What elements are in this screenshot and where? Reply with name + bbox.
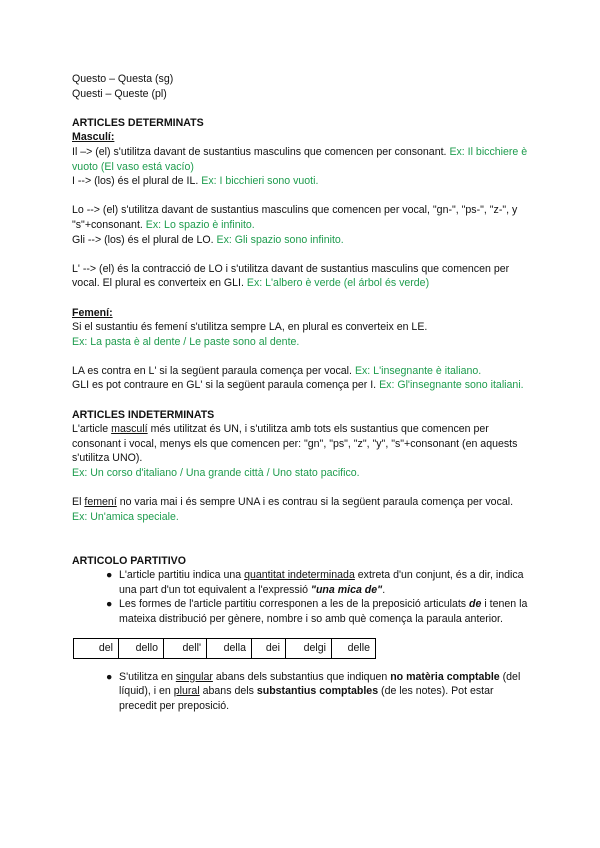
l-paragraph: L' --> (el) és la contracció de LO i s'utilitza davant de sustantius masculins que comencen per vocal. El plural es converteix en GLI. Ex: L'albero è verde (el árbol és verde) [72,262,510,290]
partitive-forms-table [73,638,376,659]
gli-contraction-example: Ex: Gl'insegnante sono italiani. [379,379,524,392]
document-page [72,72,534,713]
gli-contraction-paragraph: GLI es pot contraure en GL' si la següent paraula comença per I. Ex: Gl'insegnante sono italiani. [72,379,524,392]
table-cell: dei [252,638,286,658]
i-example: Ex: I bicchieri sono vuoti. [201,175,319,188]
lo-paragraph: Lo --> (el) s'utilitza davant de sustantius masculins que comencen per vocal, "gn-", "ps-", "z-", y "s"+consonant. Ex: Lo spazio è infinito. [72,204,518,231]
femeni-label: Femení: [72,306,113,319]
partitivo-heading: ARTICOLO PARTITIVO [72,554,186,567]
indeterminats-femeni-example: Ex: Un'amica speciale. [72,510,179,523]
indeterminats-masculi-example: Ex: Un corso d'italiano / Una grande città / Uno stato pacifico. [72,467,360,480]
determinats-heading: ARTICLES DETERMINATS [72,116,204,129]
il-paragraph: Il –> (el) s'utilitza davant de sustantius masculins que comencen per consonant. Ex: Il bicchiere è vuoto (El vaso está vacío) [72,145,528,173]
gli-example: Ex: Gli spazio sono infinito. [216,233,344,246]
la-paragraph: Si el sustantiu és femení s'utilitza sempre LA, en plural es converteix en LE. [72,321,428,334]
gli-paragraph: Gli --> (los) és el plural de LO. Ex: Gli spazio sono infinito. [72,233,344,246]
list-item: ● S'utilitza en singular abans dels substantius que indiquen no matèria comptable (del líquid), i en plural abans dels substantius comptables (de les notes). Pot estar precedit per preposició. [106,670,521,712]
table-cell: della [207,638,252,658]
indeterminats-heading: ARTICLES INDETERMINATS [72,408,215,421]
table-cell: dell' [164,638,207,658]
l-example: Ex: L'albero è verde (el árbol és verde) [246,277,430,290]
bullet-icon: ● [106,569,113,582]
lo-example: Ex: Lo spazio è infinito. [145,218,255,231]
i-paragraph: I --> (los) és el plural de IL. Ex: I bicchieri sono vuoti. [72,175,319,188]
la-contraction-example: Ex: L'insegnante è italiano. [354,364,482,377]
table-cell: delgi [286,638,332,658]
list-item: ● L'article partitiu indica una quantitat indeterminada extreta d'un conjunt, és a dir, indica una part d'un tot equivalent a l'expressió "una mica de". [106,569,524,596]
indeterminats-masculi-paragraph: L'article masculí més utilitzat és UN, i s'utilitza amb tots els sustantius que comencen per consonant i vocal, menys els que comencen per: "gn", "ps", "z", "y", "s"+consonant (en aquests s'utilitza UNO). [72,423,518,465]
bullet-icon: ● [106,598,113,611]
indeterminats-femeni-paragraph: El femení no varia mai i és sempre UNA i es contrau si la següent paraula comença per vocal. [72,496,514,509]
la-contraction-paragraph: LA es contra en L' si la següent paraula comença per vocal. Ex: L'insegnante è italiano. [72,364,482,377]
intro-line-2: Questi – Queste (pl) [72,87,167,100]
intro-line-1: Questo – Questa (sg) [72,73,174,85]
la-example: Ex: La pasta è al dente / Le paste sono al dente. [72,335,300,348]
partitivo-list [72,568,534,626]
table-cell: delle [332,638,376,658]
list-item: ● Les formes de l'article partitiu corresponen a les de la preposició articulats de i tenen la mateixa distribució per gènere, nombre i so amb què comença la paraula anterior. [106,598,528,625]
il-example: Ex: Il bicchiere è vuoto (El vaso está vacío) [72,145,528,173]
partitivo-list-2 [72,670,534,714]
table-cell: del [74,638,119,658]
table-cell: dello [119,638,164,658]
masculi-label: Masculí: [72,131,115,144]
bullet-icon: ● [106,670,113,683]
